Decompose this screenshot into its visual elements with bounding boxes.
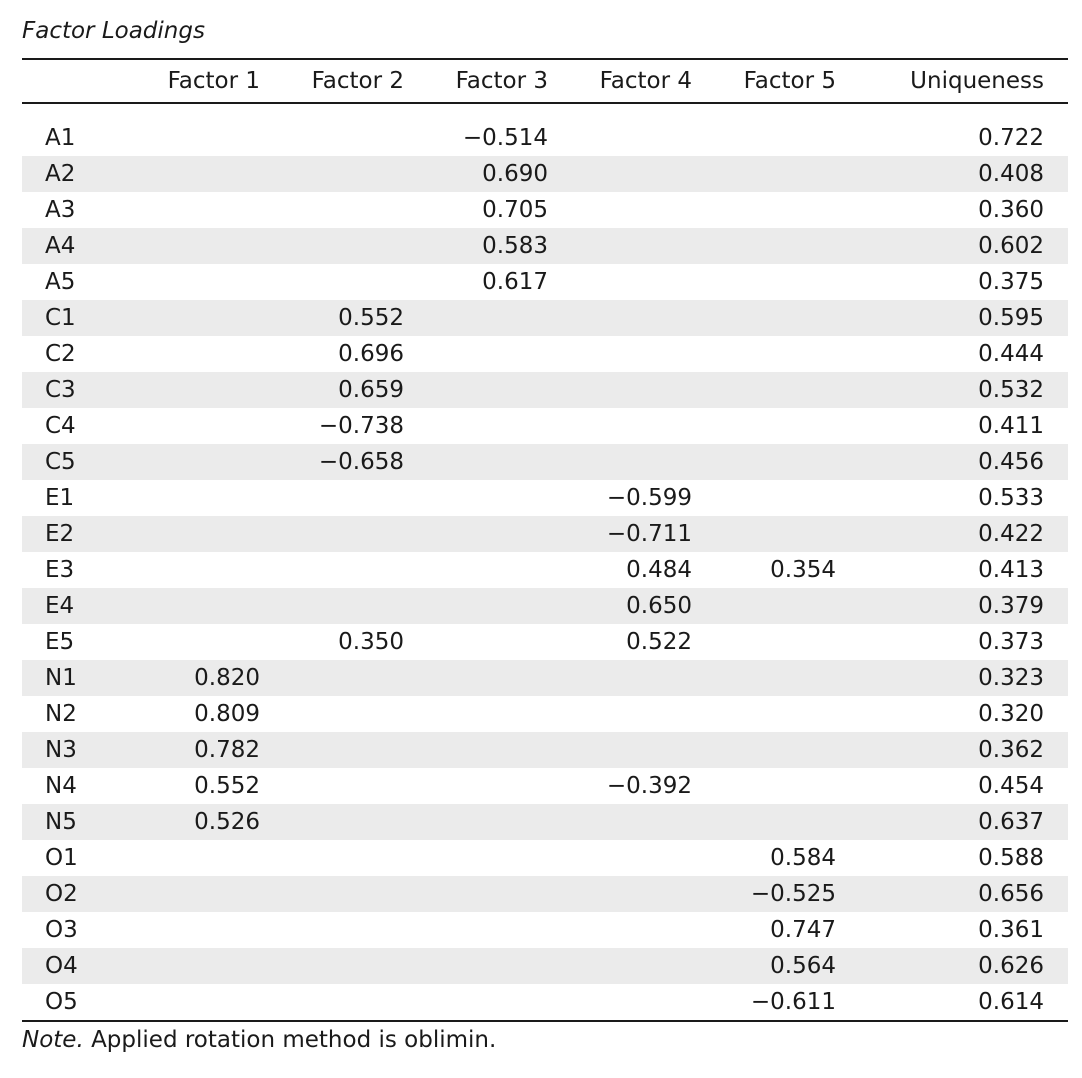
item-cell: C3 (22, 372, 142, 408)
item-cell: A4 (22, 228, 142, 264)
factor-5-cell (716, 732, 860, 768)
item-cell: E3 (22, 552, 142, 588)
factor-2-cell (284, 192, 428, 228)
table-body (22, 103, 1068, 1021)
factor-5-cell (716, 480, 860, 516)
item-cell: A2 (22, 156, 142, 192)
factor-4-cell (572, 120, 716, 156)
item-cell: O2 (22, 876, 142, 912)
factor-2-cell (284, 732, 428, 768)
table-row (22, 480, 1068, 516)
factor-2-cell (284, 588, 428, 624)
uniqueness-cell: 0.444 (860, 336, 1068, 372)
item-cell: C1 (22, 300, 142, 336)
factor-4-cell (572, 444, 716, 480)
table-row (22, 336, 1068, 372)
item-cell: O3 (22, 912, 142, 948)
table-row (22, 876, 1068, 912)
factor-1-cell (142, 588, 284, 624)
factor-3-cell (428, 588, 572, 624)
factor-3-cell: −0.514 (428, 120, 572, 156)
uniqueness-cell: 0.375 (860, 264, 1068, 300)
factor-4-cell (572, 948, 716, 984)
factor-5-cell: 0.584 (716, 840, 860, 876)
factor-5-cell (716, 516, 860, 552)
item-cell: O1 (22, 840, 142, 876)
item-cell: A3 (22, 192, 142, 228)
factor-5-cell (716, 156, 860, 192)
factor-5-cell (716, 588, 860, 624)
factor-3-cell (428, 516, 572, 552)
factor-4-cell (572, 696, 716, 732)
table-row (22, 768, 1068, 804)
uniqueness-cell: 0.361 (860, 912, 1068, 948)
factor-5-cell: 0.564 (716, 948, 860, 984)
column-header-factor-1: Factor 1 (167, 68, 260, 94)
table-row (22, 624, 1068, 660)
column-header-factor-5: Factor 5 (743, 68, 836, 94)
factor-4-cell (572, 912, 716, 948)
uniqueness-cell: 0.637 (860, 804, 1068, 840)
factor-1-cell (142, 984, 284, 1021)
factor-2-cell (284, 264, 428, 300)
table-row (22, 192, 1068, 228)
table-row (22, 804, 1068, 840)
factor-3-cell (428, 696, 572, 732)
factor-5-cell: −0.525 (716, 876, 860, 912)
factor-1-cell (142, 228, 284, 264)
table-row (22, 588, 1068, 624)
factor-5-cell (716, 768, 860, 804)
factor-3-cell: 0.583 (428, 228, 572, 264)
factor-2-cell (284, 552, 428, 588)
factor-5-cell (716, 408, 860, 444)
factor-2-cell (284, 120, 428, 156)
item-cell: E4 (22, 588, 142, 624)
factor-1-cell: 0.782 (142, 732, 284, 768)
uniqueness-cell: 0.362 (860, 732, 1068, 768)
factor-2-cell (284, 876, 428, 912)
column-header-factor-3: Factor 3 (455, 68, 548, 94)
factor-3-cell (428, 300, 572, 336)
factor-1-cell (142, 948, 284, 984)
table-row (22, 264, 1068, 300)
factor-3-cell (428, 372, 572, 408)
factor-4-cell: −0.392 (572, 768, 716, 804)
item-cell: N4 (22, 768, 142, 804)
item-cell: E5 (22, 624, 142, 660)
factor-1-cell (142, 552, 284, 588)
item-cell: E2 (22, 516, 142, 552)
factor-3-cell (428, 408, 572, 444)
factor-4-cell (572, 840, 716, 876)
uniqueness-cell: 0.532 (860, 372, 1068, 408)
table-row (22, 660, 1068, 696)
factor-3-cell (428, 660, 572, 696)
factor-2-cell (284, 912, 428, 948)
table-row (22, 156, 1068, 192)
factor-1-cell (142, 120, 284, 156)
factor-4-cell (572, 408, 716, 444)
uniqueness-cell: 0.373 (860, 624, 1068, 660)
spacer-cell (22, 103, 1068, 120)
factor-4-cell (572, 660, 716, 696)
factor-4-cell (572, 804, 716, 840)
factor-2-cell (284, 840, 428, 876)
factor-1-cell (142, 480, 284, 516)
item-cell: C5 (22, 444, 142, 480)
factor-2-cell (284, 768, 428, 804)
factor-1-cell: 0.526 (142, 804, 284, 840)
factor-2-cell: 0.552 (284, 300, 428, 336)
factor-1-cell (142, 444, 284, 480)
factor-3-cell (428, 984, 572, 1021)
uniqueness-cell: 0.422 (860, 516, 1068, 552)
factor-4-cell (572, 156, 716, 192)
table-row (22, 120, 1068, 156)
factor-2-cell (284, 696, 428, 732)
uniqueness-cell: 0.454 (860, 768, 1068, 804)
uniqueness-cell: 0.413 (860, 552, 1068, 588)
table-row (22, 912, 1068, 948)
item-cell: C4 (22, 408, 142, 444)
uniqueness-cell: 0.408 (860, 156, 1068, 192)
factor-3-cell (428, 876, 572, 912)
uniqueness-cell: 0.588 (860, 840, 1068, 876)
factor-1-cell: 0.809 (142, 696, 284, 732)
item-cell: O5 (22, 984, 142, 1021)
factor-3-cell (428, 912, 572, 948)
factor-1-cell: 0.552 (142, 768, 284, 804)
factor-5-cell (716, 120, 860, 156)
factor-4-cell (572, 732, 716, 768)
table-title: Factor Loadings (22, 18, 205, 44)
uniqueness-cell: 0.533 (860, 480, 1068, 516)
factor-4-cell (572, 264, 716, 300)
factor-2-cell (284, 228, 428, 264)
factor-5-cell (716, 444, 860, 480)
factor-3-cell (428, 840, 572, 876)
uniqueness-cell: 0.456 (860, 444, 1068, 480)
factor-4-cell: −0.711 (572, 516, 716, 552)
item-cell: N2 (22, 696, 142, 732)
factor-5-cell (716, 264, 860, 300)
factor-5-cell (716, 372, 860, 408)
factor-2-cell (284, 156, 428, 192)
item-cell: C2 (22, 336, 142, 372)
factor-1-cell (142, 912, 284, 948)
table-row (22, 984, 1068, 1021)
table-row (22, 552, 1068, 588)
factor-4-cell (572, 372, 716, 408)
table-row (22, 840, 1068, 876)
factor-1-cell (142, 840, 284, 876)
item-cell: A1 (22, 120, 142, 156)
uniqueness-cell: 0.360 (860, 192, 1068, 228)
uniqueness-cell: 0.323 (860, 660, 1068, 696)
table-note (22, 1025, 496, 1055)
factor-1-cell (142, 624, 284, 660)
factor-1-cell (142, 264, 284, 300)
factor-1-cell (142, 876, 284, 912)
table-row (22, 444, 1068, 480)
uniqueness-cell: 0.411 (860, 408, 1068, 444)
factor-loadings-table (22, 58, 1068, 1022)
factor-1-cell (142, 336, 284, 372)
table-row (22, 732, 1068, 768)
factor-3-cell (428, 804, 572, 840)
column-header-uniqueness: Uniqueness (910, 68, 1044, 94)
factor-3-cell: 0.617 (428, 264, 572, 300)
factor-5-cell (716, 804, 860, 840)
note-label: Note. (22, 1027, 84, 1053)
factor-5-cell: 0.747 (716, 912, 860, 948)
factor-2-cell (284, 660, 428, 696)
factor-2-cell: 0.696 (284, 336, 428, 372)
factor-3-cell (428, 552, 572, 588)
factor-1-cell (142, 516, 284, 552)
factor-4-cell: 0.484 (572, 552, 716, 588)
item-cell: N1 (22, 660, 142, 696)
factor-2-cell (284, 516, 428, 552)
factor-5-cell (716, 660, 860, 696)
table-row (22, 228, 1068, 264)
column-header-factor-4: Factor 4 (599, 68, 692, 94)
table-spacer-row (22, 103, 1068, 120)
uniqueness-cell: 0.595 (860, 300, 1068, 336)
factor-4-cell (572, 984, 716, 1021)
factor-2-cell (284, 948, 428, 984)
column-header-factor-2: Factor 2 (311, 68, 404, 94)
factor-4-cell: −0.599 (572, 480, 716, 516)
factor-1-cell (142, 372, 284, 408)
uniqueness-cell: 0.602 (860, 228, 1068, 264)
factor-4-cell (572, 192, 716, 228)
factor-5-cell (716, 228, 860, 264)
factor-3-cell (428, 948, 572, 984)
factor-loadings-table-container (22, 58, 1068, 1022)
factor-5-cell: 0.354 (716, 552, 860, 588)
uniqueness-cell: 0.320 (860, 696, 1068, 732)
factor-3-cell (428, 444, 572, 480)
column-header-item (22, 59, 142, 103)
factor-1-cell (142, 192, 284, 228)
item-cell: N3 (22, 732, 142, 768)
table-row (22, 408, 1068, 444)
factor-4-cell (572, 876, 716, 912)
uniqueness-cell: 0.379 (860, 588, 1068, 624)
table-row (22, 372, 1068, 408)
factor-2-cell (284, 984, 428, 1021)
factor-4-cell (572, 228, 716, 264)
factor-4-cell (572, 336, 716, 372)
factor-2-cell: 0.350 (284, 624, 428, 660)
factor-2-cell: 0.659 (284, 372, 428, 408)
note-text: Applied rotation method is oblimin. (83, 1027, 497, 1053)
factor-1-cell (142, 156, 284, 192)
factor-2-cell (284, 804, 428, 840)
factor-5-cell (716, 696, 860, 732)
factor-1-cell (142, 408, 284, 444)
uniqueness-cell: 0.722 (860, 120, 1068, 156)
factor-3-cell (428, 624, 572, 660)
factor-5-cell: −0.611 (716, 984, 860, 1021)
factor-4-cell: 0.522 (572, 624, 716, 660)
table-header-row (22, 59, 1068, 103)
factor-5-cell (716, 300, 860, 336)
uniqueness-cell: 0.626 (860, 948, 1068, 984)
factor-5-cell (716, 336, 860, 372)
item-cell: A5 (22, 264, 142, 300)
factor-2-cell (284, 480, 428, 516)
factor-5-cell (716, 624, 860, 660)
uniqueness-cell: 0.656 (860, 876, 1068, 912)
factor-2-cell: −0.658 (284, 444, 428, 480)
factor-3-cell (428, 768, 572, 804)
table-row (22, 300, 1068, 336)
factor-3-cell (428, 732, 572, 768)
factor-2-cell: −0.738 (284, 408, 428, 444)
table-row (22, 948, 1068, 984)
item-cell: E1 (22, 480, 142, 516)
factor-5-cell (716, 192, 860, 228)
item-cell: N5 (22, 804, 142, 840)
factor-3-cell (428, 480, 572, 516)
table-row (22, 696, 1068, 732)
factor-1-cell (142, 300, 284, 336)
factor-3-cell: 0.705 (428, 192, 572, 228)
factor-1-cell: 0.820 (142, 660, 284, 696)
factor-3-cell: 0.690 (428, 156, 572, 192)
uniqueness-cell: 0.614 (860, 984, 1068, 1021)
factor-3-cell (428, 336, 572, 372)
item-cell: O4 (22, 948, 142, 984)
factor-4-cell: 0.650 (572, 588, 716, 624)
factor-4-cell (572, 300, 716, 336)
table-row (22, 516, 1068, 552)
